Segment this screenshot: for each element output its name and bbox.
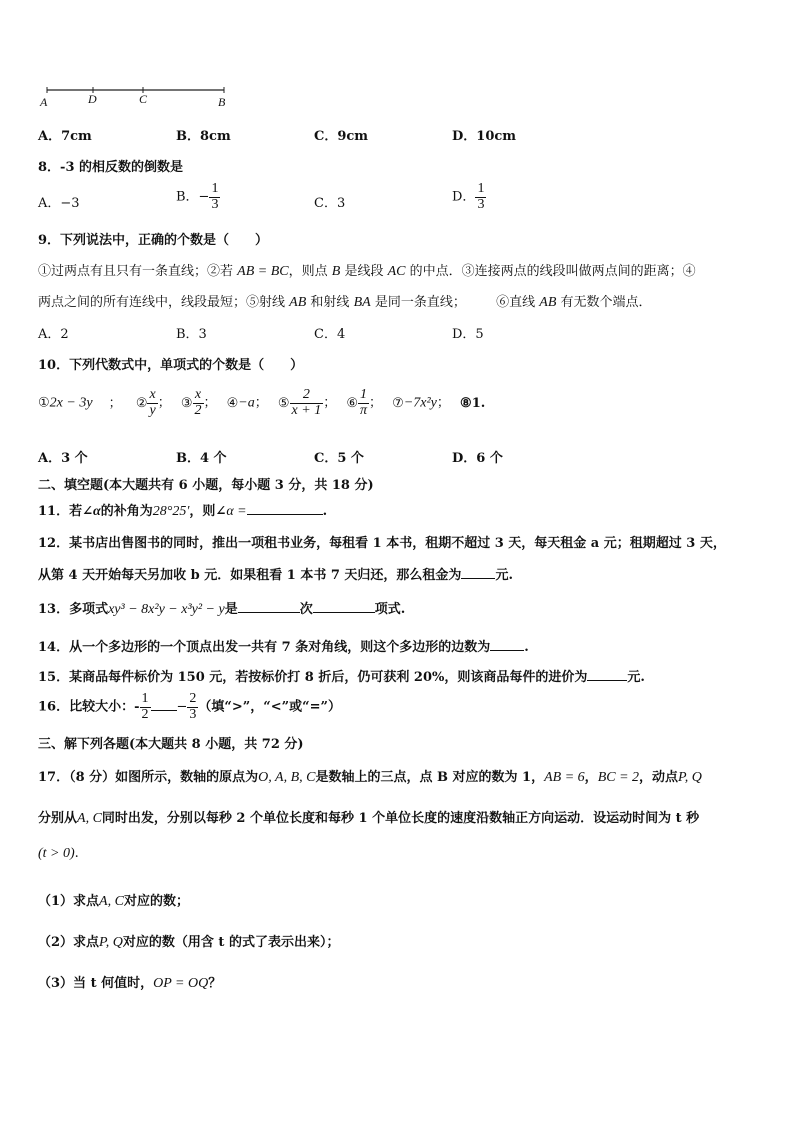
option-c: C．4 — [314, 327, 346, 342]
point-label-b: B — [218, 95, 226, 109]
text: 是 — [224, 602, 238, 617]
math: A, C — [99, 894, 124, 909]
math: P, Q — [678, 770, 702, 785]
option-c: C．9cm — [314, 129, 369, 144]
option-a: A．2 — [38, 327, 69, 342]
math: P, Q — [99, 935, 123, 950]
point-label-d: D — [88, 92, 97, 106]
fraction — [475, 182, 486, 212]
item-number: ① — [38, 395, 50, 411]
terms-blank[interactable] — [313, 612, 375, 613]
question-17-line-2 — [38, 807, 699, 827]
math: AB = 6 — [544, 770, 585, 785]
point-label-c: C — [139, 92, 148, 106]
question-9-line-1 — [38, 260, 696, 280]
option-d: D．6 个 — [452, 451, 503, 466]
answer-blank[interactable] — [587, 680, 627, 681]
degree-blank[interactable] — [238, 612, 300, 613]
option-b: B．3 — [176, 327, 207, 342]
text: ，则点 — [288, 264, 328, 279]
fraction — [193, 388, 204, 418]
text: 同时出发，分别以每秒 2 个单位长度和每秒 1 个单位长度的速度沿数轴正方向运动．设运动时间为 t 秒 — [101, 811, 700, 826]
option-c: C．5 个 — [314, 451, 364, 466]
text: 17．（8 分）如图所示，数轴的原点为 — [38, 770, 259, 785]
denominator: x + 1 — [291, 402, 322, 418]
item-number: ④ — [226, 395, 239, 411]
math: (t > 0) — [38, 846, 75, 861]
question-11 — [38, 500, 327, 520]
question-9-line-2 — [38, 291, 652, 311]
option-b: B．8cm — [176, 129, 231, 144]
text: （3）当 t 何值时， — [38, 976, 154, 991]
math: B — [331, 264, 341, 279]
text: 是数轴上的三点，点 B 对应的数为 1， — [315, 770, 545, 785]
numerator: x — [193, 388, 204, 404]
section-3-heading: 三、解下列各题(本大题共 8 小题，共 72 分) — [38, 737, 304, 752]
text: 元. — [627, 670, 645, 685]
option-c: C．3 — [314, 196, 346, 211]
text: 是同一条直线； — [374, 295, 466, 310]
option-d: D．5 — [452, 327, 484, 342]
math: 2x − 3y — [49, 395, 93, 411]
text: （2）求点 — [38, 935, 100, 950]
item-number: ② — [135, 395, 148, 411]
question-14 — [38, 636, 529, 655]
fraction — [290, 388, 324, 418]
text: 13．多项式 — [38, 602, 109, 617]
fraction — [187, 692, 198, 722]
text: （填“>”，“<”或“=”） — [198, 699, 341, 715]
option-a: A．3 个 — [38, 451, 88, 466]
math: α = — [226, 504, 247, 519]
text: 两点之间的所有连线中，线段最短；⑤射线 — [38, 295, 286, 310]
question-10-expressions: ①2x − 3y ； ② $\frac{x}{y}$ ； ③ $\frac{x}{2}$ ； ④−a； ⑤ $\frac{2}{x + 1}$ ； ⑥ $\frac{1}{\pi}$ ； ⑦−7x²y； ⑧1. — [38, 387, 486, 418]
math: AB — [539, 295, 557, 310]
option-b — [176, 182, 220, 212]
item-8: ⑧1. — [460, 395, 486, 411]
text: 的中点．③连接两点的线段叫做两点间的距离；④ — [409, 264, 696, 279]
text: 项式. — [374, 602, 406, 617]
math: −a — [238, 395, 255, 411]
numerator: 1 — [477, 181, 485, 196]
option-b-prefix: B．− — [176, 189, 210, 205]
item-number: ⑥ — [346, 395, 359, 411]
text: 是线段 — [344, 264, 384, 279]
text: 次 — [299, 602, 313, 617]
numerator: x — [149, 387, 156, 402]
option-d: D．10cm — [452, 129, 517, 144]
fraction — [358, 388, 369, 418]
text: ⑥直线 — [496, 295, 536, 310]
text: 有无数个端点． — [560, 295, 652, 310]
math: O, A, B, C — [258, 770, 316, 785]
fraction — [140, 692, 151, 722]
text: ①过两点有且只有一条直线；②若 — [38, 264, 234, 279]
point-label-a: A — [40, 95, 48, 109]
text: ，动点 — [639, 770, 679, 785]
denominator: 3 — [477, 196, 485, 212]
math: AC — [387, 264, 406, 279]
question-17-part-2 — [38, 931, 339, 951]
text: . — [322, 504, 328, 519]
question-8-stem: 8．-3 的相反数的倒数是 — [38, 160, 184, 175]
text: 16．比较大小：- — [38, 699, 140, 715]
text: 11．若∠ — [38, 504, 93, 519]
item-number: ⑦ — [392, 395, 404, 411]
text: 从第 4 天开始每天另加收 b 元．如果租看 1 本书 7 天归还，那么租金为 — [38, 568, 462, 583]
math: A, C — [77, 811, 102, 826]
numerator: 1 — [141, 691, 149, 706]
text: 元. — [495, 568, 513, 583]
text: ，则∠ — [189, 504, 227, 519]
option-a: A．7cm — [38, 129, 92, 144]
text: 对应的数； — [123, 894, 189, 909]
question-12-line-2 — [38, 564, 513, 583]
numerator: 1 — [358, 388, 369, 404]
option-a: A．−3 — [38, 196, 80, 211]
text: . — [74, 846, 79, 861]
text: 和射线 — [310, 295, 350, 310]
option-d — [452, 182, 486, 212]
numerator: 2 — [189, 691, 197, 706]
math: OP = OQ — [153, 976, 209, 991]
option-b: B．4 个 — [176, 451, 227, 466]
answer-blank[interactable] — [490, 650, 524, 651]
option-d-prefix: D． — [452, 189, 476, 205]
answer-blank[interactable] — [151, 710, 177, 711]
item-number: ③ — [180, 395, 193, 411]
fraction — [209, 182, 220, 212]
section-2-heading: 二、填空题(本大题共有 6 小题，每小题 3 分，共 18 分) — [38, 478, 374, 493]
math: AB = BC — [237, 264, 289, 279]
minus-sign: − — [176, 699, 188, 715]
math: BC = 2 — [597, 770, 640, 785]
fraction — [147, 388, 157, 418]
question-17-line-1 — [38, 766, 702, 786]
answer-blank[interactable] — [247, 514, 323, 515]
denominator: 2 — [141, 706, 149, 722]
text: （1）求点 — [38, 894, 100, 909]
text: 14．从一个多边形的一个顶点出发一共有 7 条对角线，则这个多边形的边数为 — [38, 640, 491, 655]
denominator: 3 — [211, 196, 219, 212]
question-9-stem: 9．下列说法中，正确的个数是（ ） — [38, 233, 269, 248]
math: 28°25′ — [152, 504, 190, 519]
text: 分别从 — [38, 811, 78, 826]
text: ？ — [208, 976, 222, 991]
math: −7x²y — [403, 395, 437, 411]
question-15 — [38, 666, 645, 685]
item-number: ⑤ — [277, 395, 290, 411]
math: AB — [289, 295, 307, 310]
text: 15．某商品每件标价为 150 元，若按标价打 8 折后，仍可获利 20%，则该商品每件的进价为 — [38, 670, 588, 685]
numerator: 1 — [211, 181, 219, 196]
text: ， — [584, 770, 598, 785]
question-10-stem: 10．下列代数式中，单项式的个数是（ ） — [38, 358, 304, 373]
math: xy³ − 8x²y − x³y² − y — [108, 602, 225, 617]
question-13 — [38, 598, 405, 618]
question-17-line-3 — [38, 846, 79, 862]
answer-blank[interactable] — [461, 578, 495, 579]
text: 的补角为 — [100, 504, 153, 519]
separator: ； — [108, 395, 122, 411]
denominator: 2 — [194, 402, 202, 418]
text: 对应的数（用含 t 的式了表示出来）； — [122, 935, 340, 950]
question-12-line-1: 12．某书店出售图书的同时，推出一项租书业务，每租看 1 本书，租期不超过 3 天，每天租金 a 元；租期超过 3 天， — [38, 536, 726, 551]
question-17-part-3 — [38, 972, 221, 992]
denominator: y — [149, 402, 156, 418]
question-17-part-1 — [38, 890, 189, 910]
question-16 — [38, 692, 341, 722]
math: α — [92, 504, 101, 519]
text: . — [524, 640, 529, 655]
math: BA — [353, 295, 371, 310]
numerator: 2 — [290, 388, 324, 404]
denominator: π — [360, 402, 368, 418]
denominator: 3 — [189, 706, 197, 722]
